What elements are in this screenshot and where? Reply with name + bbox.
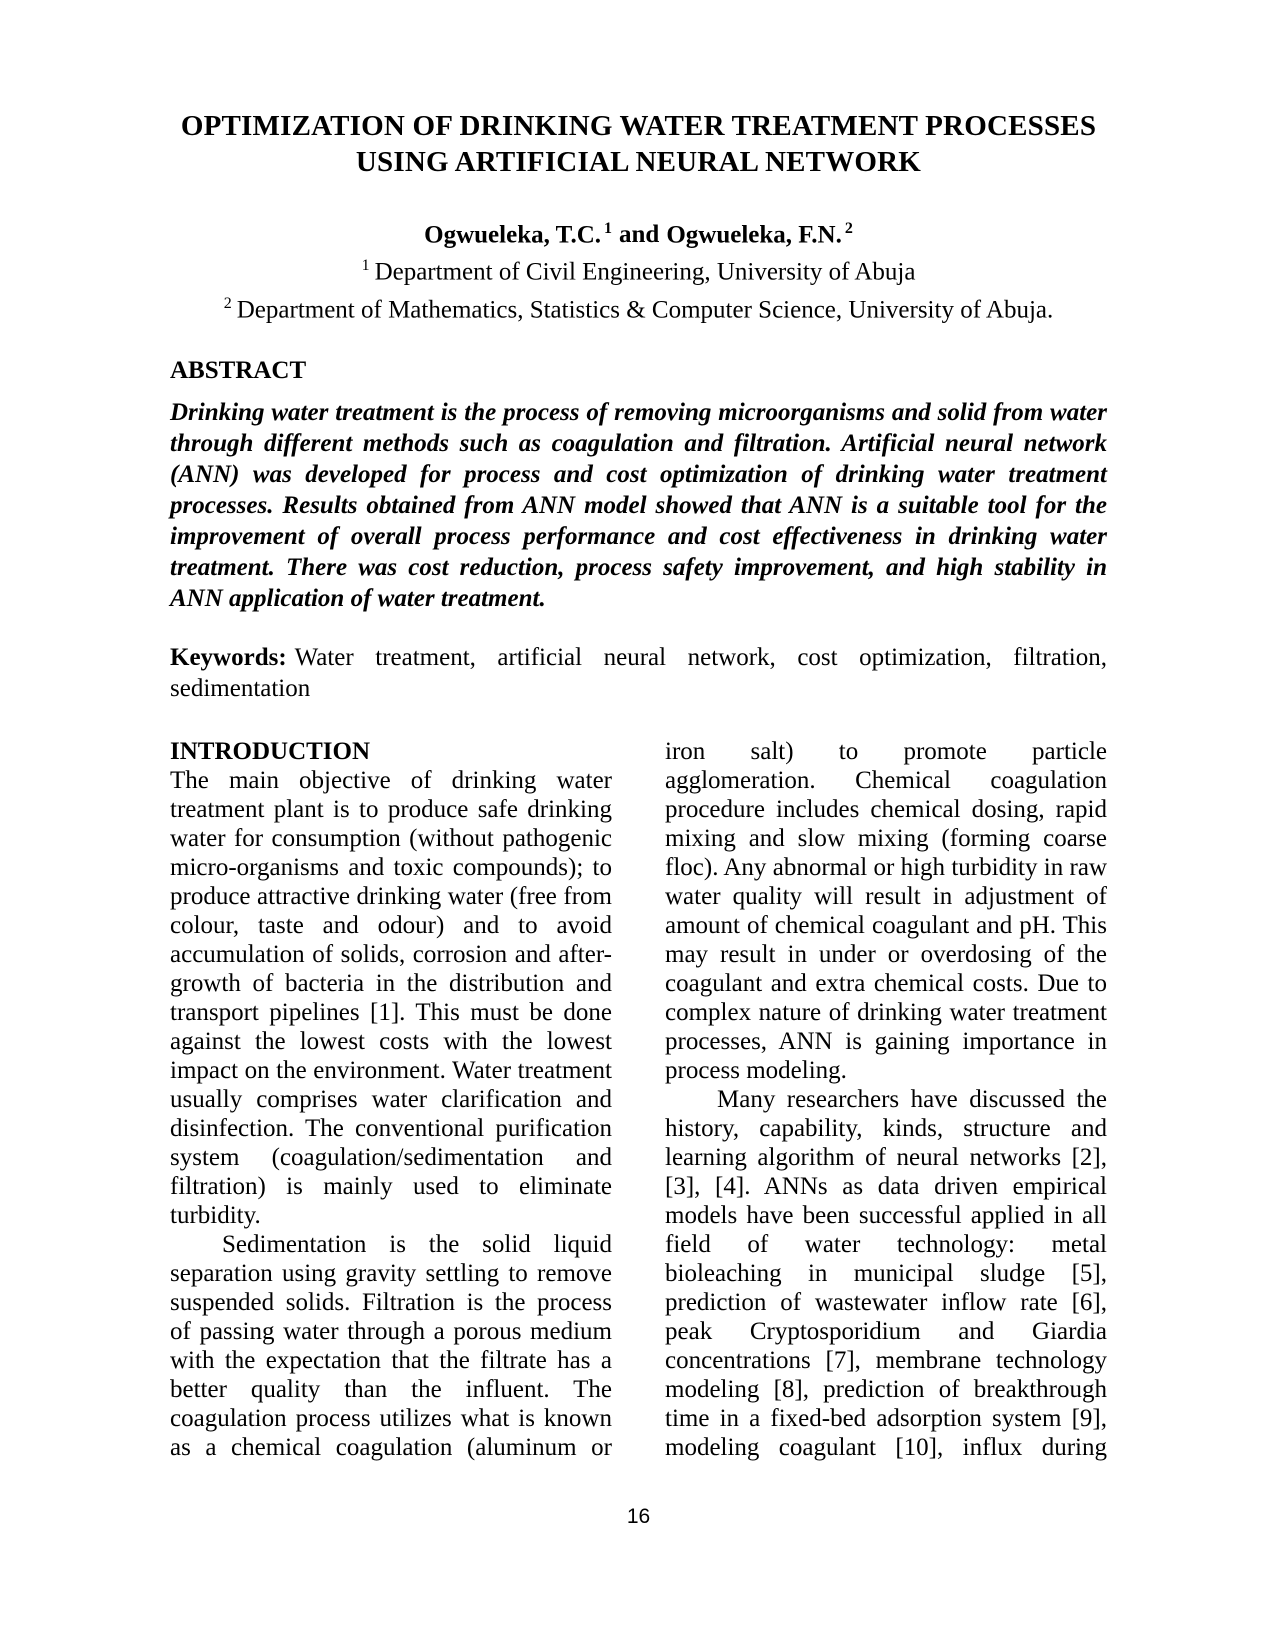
keywords-text: Water treatment, artificial neural network, cost optimization, filtration, sedimentation [170,643,1107,702]
affiliation-1-superscript: 1 [361,257,370,275]
affiliation-1-text: Department of Civil Engineering, University of Abuja [374,258,916,286]
author-name-1: Ogwueleka, T.C. [424,221,602,249]
affiliation-2 [170,288,1107,325]
introduction-paragraph-3: Many researchers have discussed the history, capability, kinds, structure and learning algorithm of neural networks [2], [3], [4]. ANNs as data driven empirical models have been successful applied in all field of water technology: metal bioleaching in municipal sludge [5], prediction of wastewater inflow rate [6], peak Cryptosporidium and Giardia concentrations [7], membrane technology modeling [8], prediction of breakthrough time in a fixed-bed adsorption system [9], modeling coagulant [10], influx during [665,1085,1107,1461]
affiliation-1 [170,250,1107,287]
abstract-heading: ABSTRACT [170,356,307,384]
byline [170,213,1107,250]
keywords-label: Keywords: [170,643,287,671]
abstract-body: Drinking water treatment is the process of removing microorganisms and solid from water through different methods such as coagulation and filtration. Artificial neural network (ANN) was developed for process and cost optimization of drinking water treatment processes. Results obtained from ANN model showed that ANN is a suitable tool for the improvement of overall process performance and cost effectiveness in drinking water treatment. There was cost reduction, process safety improvement, and high stability in ANN application of water treatment. [170,398,1107,612]
keywords-line [170,642,1107,704]
byline-and: and [619,221,660,249]
paper-title [170,108,1107,180]
introduction-heading: INTRODUCTION [170,737,371,765]
introduction-paragraph-2-continued: iron salt) to promote particle agglomeration. Chemical coagulation procedure includes chemical dosing, rapid mixing and slow mixing (forming coarse floc). Any abnormal or high turbidity in raw water quality will result in adjustment of amount of chemical coagulant and pH. This may result in under or overdosing of the coagulant and extra chemical costs. Due to complex nature of drinking water treatment processes, ANN is gaining importance in process modeling. [665,737,1107,1084]
page-content [170,0,1107,1462]
introduction-paragraph-2: Sedimentation is the solid liquid separation using gravity settling to remove suspended solids. Filtration is the process of passing water through a porous medium with the expectation that the filtrate has a better quality than the influent. The coagulation process utilizes what is known as a chemical coagulation (aluminum or [170,1230,612,1461]
author-name-2: Ogwueleka, F.N. [666,221,842,249]
affiliation-2-text: Department of Mathematics, Statistics & Computer Science, University of Abuja. [236,295,1054,323]
left-column [170,737,612,1462]
author-superscript-2: 2 [844,220,853,237]
right-column [665,737,1107,1462]
affiliation-2-superscript: 2 [223,294,232,312]
page-number: 16 [626,1505,651,1528]
paper-title-line-1: OPTIMIZATION OF DRINKING WATER TREATMENT PROCESSES [180,110,1097,142]
two-column-section [170,737,1107,1462]
author-superscript-1: 1 [604,220,613,237]
paper-title-line-2: USING ARTIFICIAL NEURAL NETWORK [355,146,922,178]
introduction-paragraph-1: The main objective of drinking water treatment plant is to produce safe drinking water for consumption (without pathogenic micro-organisms and toxic compounds); to produce attractive drinking water (free from colour, taste and odour) and to avoid accumulation of solids, corrosion and after-growth of bacteria in the distribution and transport pipelines [1]. This must be done against the lowest costs with the lowest impact on the environment. Water treatment usually comprises water clarification and disinfection. The conventional purification system (coagulation/sedimentation and filtration) is mainly used to eliminate turbidity. [170,766,612,1229]
